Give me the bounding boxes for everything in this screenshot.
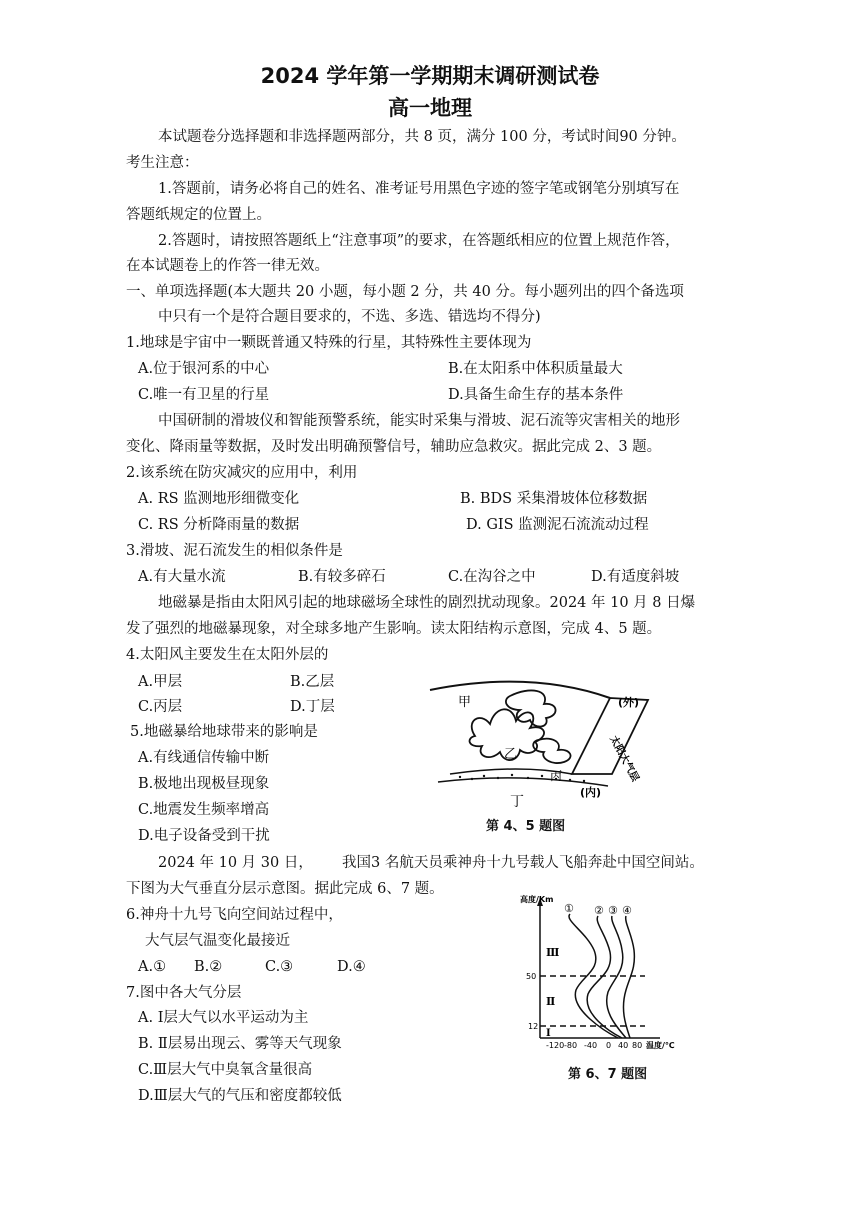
question-1-option-b: B.在太阳系中体积质量最大	[448, 361, 623, 377]
x-tick: 80	[632, 1041, 643, 1050]
material-6-7-date: 2024 年 10 月 30 日，	[158, 855, 313, 871]
question-7-option-a: A. Ⅰ层大气以水平运动为主	[138, 1010, 309, 1026]
question-5-option-a: A.有线通信传输中断	[138, 750, 270, 766]
question-1-stem: 1.地球是宇宙中一颗既普通又特殊的行星，其特殊性主要体现为	[126, 335, 532, 351]
question-6-stem: 6.神舟十九号飞向空间站过程中，	[126, 907, 343, 923]
note-2a: 2.答题时，请按照答题纸上“注意事项”的要求，在答题纸相应的位置上规范作答，	[158, 233, 680, 249]
label-bing: 丙	[550, 769, 563, 783]
x-axis-title: 温度/℃	[646, 1041, 675, 1050]
material-4-5-line1: 地磁暴是指由太阳风引起的地球磁场全球性的剧烈扰动现象。2024 年 10 月 8 日爆	[158, 595, 696, 611]
question-5-option-d: D.电子设备受到干扰	[138, 828, 270, 844]
question-2-stem: 2.该系统在防灾减灾的应用中，利用	[126, 465, 358, 481]
question-7-option-b: B. Ⅱ层易出现云、雾等天气现象	[138, 1036, 342, 1052]
x-tick: 0	[606, 1041, 612, 1050]
curve-label-2: ②	[594, 904, 604, 917]
section-heading-cont: 中只有一个是符合题目要求的，不选、多选、错选均不得分)	[158, 309, 541, 325]
curve-label-3: ③	[608, 904, 618, 917]
x-tick: -80	[564, 1041, 578, 1050]
note-1b: 答题纸规定的位置上。	[126, 207, 271, 223]
question-4-option-c: C.丙层	[138, 699, 183, 715]
question-2-option-c: C. RS 分析降雨量的数据	[138, 517, 300, 533]
question-4-stem: 4.太阳风主要发生在太阳外层的	[126, 647, 329, 663]
question-3-option-c: C.在沟谷之中	[448, 569, 536, 585]
x-tick: 40	[618, 1041, 629, 1050]
x-tick: -40	[584, 1041, 598, 1050]
exam-title: 2024 学年第一学期期末调研测试卷	[260, 64, 600, 88]
question-3-stem: 3.滑坡、泥石流发生的相似条件是	[126, 543, 343, 559]
question-3-option-d: D.有适度斜坡	[591, 569, 680, 585]
question-1-option-c: C.唯一有卫星的行星	[138, 387, 270, 403]
section-heading: 一、单项选择题(本大题共 20 小题，每小题 2 分，共 40 分。每小题列出的四个备选项	[126, 284, 684, 300]
x-tick: -120	[546, 1041, 565, 1050]
question-2-option-d: D. GIS 监测泥石流流动过程	[466, 517, 649, 533]
question-7-option-c: C.Ⅲ层大气中臭氧含量很高	[138, 1062, 313, 1078]
question-4-option-a: A.甲层	[138, 674, 183, 690]
question-7-option-d: D.Ⅲ层大气的气压和密度都较低	[138, 1088, 342, 1104]
question-4-option-d: D.丁层	[290, 699, 335, 715]
y-tick-12: 12	[528, 1022, 539, 1031]
question-5-stem: 5.地磁暴给地球带来的影响是	[130, 724, 318, 740]
atmosphere-figure	[510, 890, 690, 1065]
sun-structure-diagram	[420, 676, 670, 836]
note-2b: 在本试题卷上的作答一律无效。	[126, 258, 329, 274]
note-1a: 1.答题前，请务必将自己的姓名、准考证号用黑色字迹的签字笔或钢笔分别填写在	[158, 181, 680, 197]
label-yi: 乙	[504, 747, 518, 762]
intro-line: 本试题卷分选择题和非选择题两部分，共 8 页，满分 100 分，考试时间90 分钟。	[158, 129, 686, 145]
question-7-stem: 7.图中各大气分层	[126, 985, 242, 1001]
curve-label-1: ①	[564, 902, 574, 915]
question-5-option-b: B.极地出现极昼现象	[138, 776, 270, 792]
material-6-7-line2: 下图为大气垂直分层示意图。据此完成 6、7 题。	[126, 881, 444, 897]
curve-3	[607, 916, 626, 1038]
question-1-option-d: D.具备生命生存的基本条件	[448, 387, 624, 403]
question-3-option-b: B.有较多碎石	[298, 569, 386, 585]
label-outer: (外)	[618, 696, 640, 709]
material-2-3-line1: 中国研制的滑坡仪和智能预警系统，能实时采集与滑坡、泥石流等灾害相关的地形	[158, 413, 680, 429]
y-axis-title: 高度/Km	[520, 895, 554, 904]
notice-title: 考生注意：	[126, 155, 199, 171]
material-4-5-line2: 发了强烈的地磁暴现象，对全球多地产生影响。读太阳结构示意图，完成 4、5 题。	[126, 621, 662, 637]
material-2-3-line2: 变化、降雨量等数据，及时发出明确预警信号，辅助应急救灾。据此完成 2、3 题。	[126, 439, 662, 455]
question-6-option-d: D.④	[337, 959, 366, 975]
curve-label-4: ④	[622, 904, 632, 917]
layer-label-2: Ⅱ	[546, 995, 556, 1008]
question-6-option-b: B.②	[194, 959, 223, 975]
question-6-option-c: C.③	[265, 959, 294, 975]
label-jia: 甲	[458, 695, 472, 710]
label-sun-atmosphere: 太阳大气层	[607, 734, 641, 784]
material-6-7-line1: 我国3 名航天员乘神舟十九号载人飞船奔赴中国空间站。	[342, 855, 704, 871]
question-1-option-a: A.位于银河系的中心	[138, 361, 270, 377]
figure-6-7-caption: 第 6、7 题图	[568, 1067, 648, 1082]
y-tick-50: 50	[526, 972, 537, 981]
question-6-option-a: A.①	[138, 959, 167, 975]
figure-4-5-caption: 第 4、5 题图	[486, 819, 566, 834]
subject-title: 高一地理	[388, 96, 472, 120]
question-2-option-a: A. RS 监测地形细微变化	[138, 491, 300, 507]
label-inner: (内)	[580, 786, 602, 799]
question-5-option-c: C.地震发生频率增高	[138, 802, 270, 818]
layer-label-3: Ⅲ	[546, 946, 560, 959]
atmosphere-layer-diagram	[510, 890, 690, 1065]
layer-label-1: Ⅰ	[546, 1028, 551, 1039]
label-ding: 丁	[510, 794, 524, 810]
sun-structure-figure	[420, 676, 670, 836]
question-6-stem-cont: 大气层气温变化最接近	[145, 933, 290, 949]
curve-4	[623, 916, 634, 1038]
question-4-option-b: B.乙层	[290, 674, 335, 690]
question-3-option-a: A.有大量水流	[138, 569, 226, 585]
question-2-option-b: B. BDS 采集滑坡体位移数据	[460, 491, 648, 507]
